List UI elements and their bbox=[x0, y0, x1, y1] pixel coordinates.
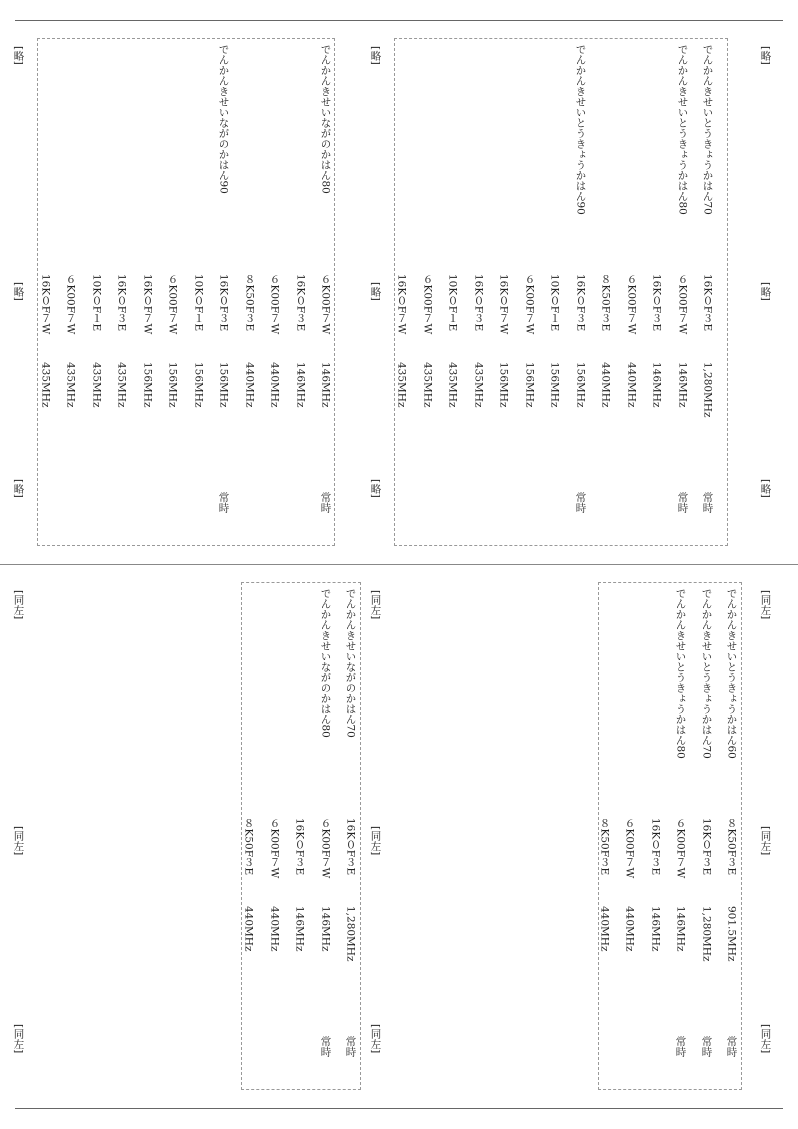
doujou-mark: [同左] bbox=[369, 1024, 382, 1054]
station-name: でんかんきせいとうきょうかはん80 bbox=[674, 588, 687, 759]
operating-time: 常時 bbox=[674, 1036, 687, 1057]
ryaku-mark: [略] bbox=[369, 282, 382, 301]
frequency: 156MHz bbox=[523, 362, 536, 408]
operating-time: 常時 bbox=[700, 1036, 713, 1057]
frequency: 440MHz bbox=[623, 906, 636, 952]
frequency: 435MHz bbox=[39, 362, 52, 408]
lower-right-table-box bbox=[598, 582, 742, 1090]
frequency: 435MHz bbox=[472, 362, 485, 408]
operating-time: 常時 bbox=[676, 492, 689, 513]
frequency: 435MHz bbox=[115, 362, 128, 408]
frequency: 156MHz bbox=[166, 362, 179, 408]
emission-type: 16K０F３E bbox=[650, 274, 663, 332]
bottom-rule bbox=[15, 1108, 783, 1109]
frequency: 146MHz bbox=[650, 362, 663, 408]
upper-left-table-box bbox=[37, 38, 335, 546]
frequency: 146MHz bbox=[293, 906, 306, 952]
emission-type: 16K０F７W bbox=[497, 274, 510, 335]
doujou-mark: [同左] bbox=[369, 826, 382, 856]
emission-type: 16K０F３E bbox=[344, 818, 357, 876]
frequency: 156MHz bbox=[141, 362, 154, 408]
frequency: 440MHz bbox=[598, 906, 611, 952]
frequency: 156MHz bbox=[574, 362, 587, 408]
emission-type: ６K00F７W bbox=[623, 818, 636, 879]
frequency: 156MHz bbox=[192, 362, 205, 408]
operating-time: 常時 bbox=[344, 1036, 357, 1057]
emission-type: ６K00F７W bbox=[625, 274, 638, 335]
frequency: 156MHz bbox=[548, 362, 561, 408]
emission-type: 10K０F１E bbox=[90, 274, 103, 332]
emission-type: 10K０F１E bbox=[548, 274, 561, 332]
emission-type: ８K50F３E bbox=[599, 274, 612, 332]
station-name: でんかんきせいとうきょうかはん80 bbox=[676, 44, 689, 215]
frequency: 146MHz bbox=[319, 362, 332, 408]
center-divider bbox=[0, 564, 798, 565]
operating-time: 常時 bbox=[217, 492, 230, 513]
frequency: 1,280MHz bbox=[344, 906, 357, 962]
frequency: 435MHz bbox=[421, 362, 434, 408]
station-name: でんかんきせいながのかはん80 bbox=[319, 588, 332, 738]
station-name: でんかんきせいながのかはん70 bbox=[344, 588, 357, 738]
ryaku-mark: [略] bbox=[369, 46, 382, 65]
emission-type: ６K00F７W bbox=[64, 274, 77, 335]
emission-type: 16K０F３E bbox=[700, 818, 713, 876]
emission-type: ６K00F７W bbox=[319, 818, 332, 879]
ryaku-mark: [略] bbox=[759, 479, 772, 498]
operating-time: 常時 bbox=[725, 1036, 738, 1057]
frequency: 901.5MHz bbox=[725, 906, 738, 962]
doujou-mark: [同左] bbox=[12, 826, 25, 856]
emission-type: ６K00F７W bbox=[523, 274, 536, 335]
station-name: でんかんきせいとうきょうかはん90 bbox=[574, 44, 587, 215]
doujou-mark: [同左] bbox=[12, 1024, 25, 1054]
emission-type: ６K00F７W bbox=[674, 818, 687, 879]
emission-type: 16K０F３E bbox=[293, 818, 306, 876]
station-name: でんかんきせいながのかはん90 bbox=[217, 44, 230, 194]
ryaku-mark: [略] bbox=[12, 479, 25, 498]
emission-type: 16K０F３E bbox=[574, 274, 587, 332]
frequency: 156MHz bbox=[497, 362, 510, 408]
frequency: 146MHz bbox=[649, 906, 662, 952]
frequency: 440MHz bbox=[625, 362, 638, 408]
operating-time: 常時 bbox=[701, 492, 714, 513]
operating-time: 常時 bbox=[319, 1036, 332, 1057]
station-name: でんかんきせいながのかはん80 bbox=[319, 44, 332, 194]
emission-type: 16K０F３E bbox=[115, 274, 128, 332]
emission-type: ６K00F７W bbox=[268, 818, 281, 879]
ryaku-mark: [略] bbox=[759, 282, 772, 301]
emission-type: ８K50F３E bbox=[243, 274, 256, 332]
emission-type: 10K０F１E bbox=[192, 274, 205, 332]
doujou-mark: [同左] bbox=[759, 1024, 772, 1054]
emission-type: 16K０F７W bbox=[395, 274, 408, 335]
emission-type: 16K０F３E bbox=[217, 274, 230, 332]
ryaku-mark: [略] bbox=[369, 479, 382, 498]
frequency: 440MHz bbox=[243, 362, 256, 408]
frequency: 146MHz bbox=[676, 362, 689, 408]
operating-time: 常時 bbox=[574, 492, 587, 513]
frequency: 440MHz bbox=[268, 906, 281, 952]
top-rule bbox=[15, 20, 783, 21]
emission-type: ６K00F７W bbox=[319, 274, 332, 335]
emission-type: ６K00F７W bbox=[166, 274, 179, 335]
operating-time: 常時 bbox=[319, 492, 332, 513]
doujou-mark: [同左] bbox=[759, 590, 772, 620]
emission-type: ８K50F３E bbox=[242, 818, 255, 876]
frequency: 146MHz bbox=[674, 906, 687, 952]
frequency: 440MHz bbox=[599, 362, 612, 408]
frequency: 435MHz bbox=[446, 362, 459, 408]
emission-type: 10K０F１E bbox=[446, 274, 459, 332]
emission-type: 16K０F３E bbox=[472, 274, 485, 332]
frequency: 156MHz bbox=[217, 362, 230, 408]
frequency: 146MHz bbox=[319, 906, 332, 952]
doujou-mark: [同左] bbox=[12, 590, 25, 620]
emission-type: ６K00F７W bbox=[676, 274, 689, 335]
emission-type: ６K00F７W bbox=[268, 274, 281, 335]
frequency: 146MHz bbox=[294, 362, 307, 408]
emission-type: 16K０F３E bbox=[294, 274, 307, 332]
station-name: でんかんきせいとうきょうかはん70 bbox=[701, 44, 714, 215]
ryaku-mark: [略] bbox=[12, 46, 25, 65]
frequency: 1,280MHz bbox=[700, 906, 713, 962]
frequency: 440MHz bbox=[268, 362, 281, 408]
frequency: 1,280MHz bbox=[701, 362, 714, 418]
emission-type: 16K０F３E bbox=[701, 274, 714, 332]
emission-type: 16K０F３E bbox=[649, 818, 662, 876]
station-name: でんかんきせいとうきょうかはん70 bbox=[700, 588, 713, 759]
emission-type: 16K０F７W bbox=[141, 274, 154, 335]
frequency: 435MHz bbox=[90, 362, 103, 408]
emission-type: 16K０F７W bbox=[39, 274, 52, 335]
doujou-mark: [同左] bbox=[369, 590, 382, 620]
frequency: 435MHz bbox=[395, 362, 408, 408]
frequency: 435MHz bbox=[64, 362, 77, 408]
station-name: でんかんきせいとうきょうかはん60 bbox=[725, 588, 738, 759]
emission-type: ８K50F３E bbox=[725, 818, 738, 876]
doujou-mark: [同左] bbox=[759, 826, 772, 856]
frequency: 440MHz bbox=[242, 906, 255, 952]
emission-type: ８K50F３E bbox=[598, 818, 611, 876]
emission-type: ６K00F７W bbox=[421, 274, 434, 335]
ryaku-mark: [略] bbox=[12, 282, 25, 301]
ryaku-mark: [略] bbox=[759, 46, 772, 65]
